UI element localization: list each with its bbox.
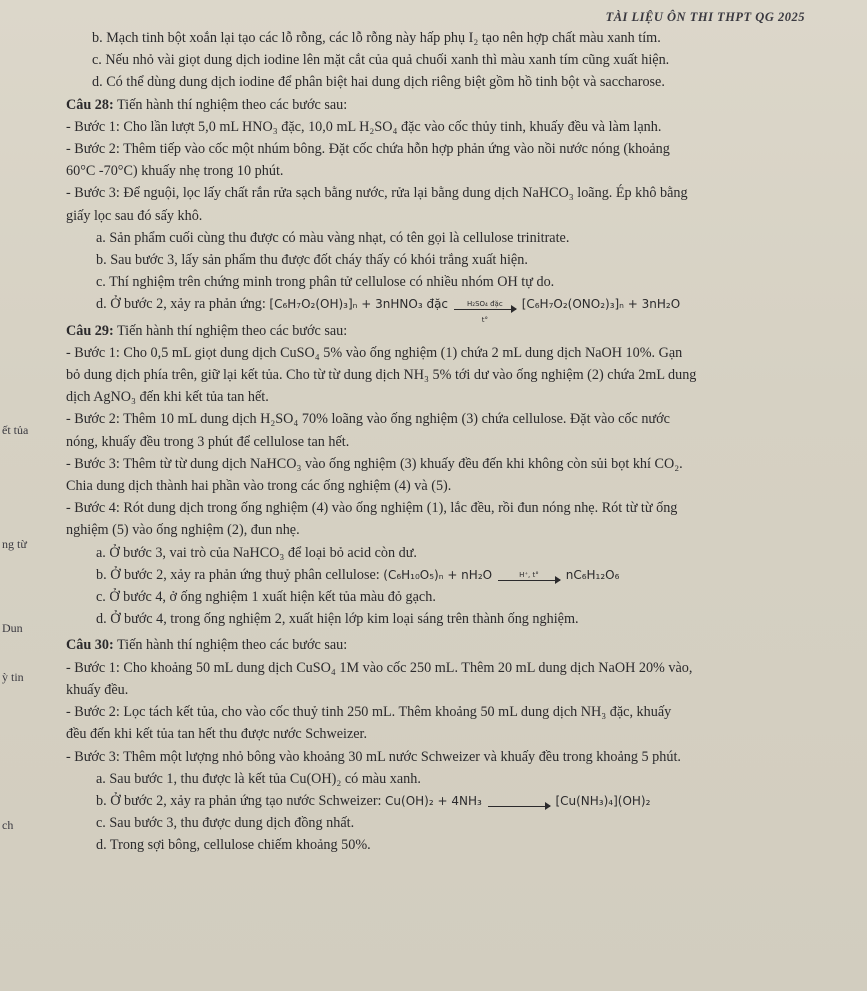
q28-option-b: b. Sau bước 3, lấy sản phẩm thu được đốt cháy thấy có khói trắng xuất hiện.: [96, 252, 528, 269]
reaction-arrow-icon: [488, 796, 550, 807]
q30-option-c: c. Sau bước 3, thu được dung dịch đồng nhất.: [96, 815, 355, 832]
q30-step2-line1: - Bước 2: Lọc tách kết tủa, cho vào cốc thuỷ tinh 250 mL. Thêm khoảng 50 mL dung dịch NH₃ đặc, khuấy: [66, 704, 672, 721]
q30-option-d: d. Trong sợi bông, cellulose chiếm khoảng 50%.: [96, 837, 371, 854]
q29-step1-line2: bỏ dung dịch phía trên, giữ lại kết tủa. Cho từ từ dung dịch NH₃ 5% tới dư vào ống nghiệm (2) chứa 2mL dung: [66, 367, 697, 384]
q28-step3-line2: giấy lọc sau đó sấy khô.: [66, 207, 203, 224]
q29-step2-line1: - Bước 2: Thêm 10 mL dung dịch H₂SO₄ 70% loãng vào ống nghiệm (3) chứa cellulose. Đặt vào cốc nước: [66, 411, 670, 428]
q29-option-b-text: b. Ở bước 2, xảy ra phản ứng thuỷ phân cellulose:: [96, 566, 380, 583]
q28-step2-line2: 60°C -70°C) khuấy nhẹ trong 10 phút.: [66, 163, 284, 180]
equation-lhs: (C₆H₁₀O₅)ₙ + nH₂O: [383, 567, 493, 582]
q28-heading: [36, 94, 843, 116]
q29-step4-line1: - Bước 4: Rót dung dịch trong ống nghiệm (4) vào ống nghiệm (1), lắc đều, rồi đun nóng nhẹ. Rót từ từ ống: [66, 500, 678, 517]
margin-note: ch: [2, 818, 14, 832]
q30-title: Câu 30:: [66, 637, 114, 654]
q29-title: Câu 29:: [66, 322, 114, 339]
q29-heading: [36, 320, 843, 342]
q28-option-c: c. Thí nghiệm trên chứng minh trong phân tử cellulose có nhiều nhóm OH tự do.: [96, 274, 555, 291]
q30-step1-line1: - Bước 1: Cho khoảng 50 mL dung dịch CuSO₄ 1M vào cốc 250 mL. Thêm 20 mL dung dịch NaOH 20% vào,: [66, 659, 693, 676]
q29-step1-line3: dịch AgNO₃ đến khi kết tủa tan hết.: [66, 389, 269, 406]
q29-step4-line2: nghiệm (5) vào ống nghiệm (2), đun nhẹ.: [66, 522, 300, 539]
reaction-arrow-icon: [498, 570, 560, 581]
q28-step3-line1: - Bước 3: Để nguội, lọc lấy chất rắn rửa sạch bằng nước, rửa lại bằng dung dịch NaHCO₃ loãng. Ép khô bằng: [66, 185, 688, 202]
reaction-condition: t°: [481, 316, 488, 325]
equation-rhs: [C₆H₇O₂(ONO₂)₃]ₙ + 3nH₂O: [521, 297, 681, 312]
q28-option-d-text: d. Ở bước 2, xảy ra phản ứng:: [96, 296, 266, 313]
q29-intro: Tiến hành thí nghiệm theo các bước sau:: [117, 322, 348, 339]
margin-note: ng từ: [2, 537, 27, 551]
q29-option-d: d. Ở bước 4, trong ống nghiệm 2, xuất hiện lớp kim loại sáng trên thành ống nghiệm.: [96, 611, 579, 628]
q30-option-b: [36, 790, 843, 812]
q30-step1-line2: khuấy đều.: [66, 681, 129, 698]
q30-step3: - Bước 3: Thêm một lượng nhỏ bông vào khoảng 30 mL nước Schweizer và khuấy đều trong khoảng 5 phút.: [66, 748, 681, 765]
q28-step1: - Bước 1: Cho lần lượt 5,0 mL HNO₃ đặc, 10,0 mL H₂SO₄ đặc vào cốc thủy tinh, khuấy đều và làm lạnh.: [66, 118, 662, 135]
q28-intro: Tiến hành thí nghiệm theo các bước sau:: [117, 96, 348, 113]
q30-option-b-text: b. Ở bước 2, xảy ra phản ứng tạo nước Schweizer:: [96, 792, 382, 809]
margin-note: ỳ tin: [2, 670, 24, 684]
equation-rhs: [Cu(NH₃)₄](OH)₂: [555, 793, 651, 808]
q30-option-a: a. Sau bước 1, thu được là kết tủa Cu(OH)₂ có màu xanh.: [96, 770, 421, 787]
q28-option-d: [36, 293, 843, 325]
q30-step2-line2: đều đến khi kết tủa tan hết thu được nước Schweizer.: [66, 726, 368, 743]
q28-title: Câu 28:: [66, 96, 114, 113]
q29-step3-line2: Chia dung dịch thành hai phần vào trong các ống nghiệm (4) và (5).: [66, 478, 452, 495]
q30-heading: [36, 634, 843, 656]
reaction-condition: H⁺, t°: [519, 570, 539, 579]
page-header: TÀI LIỆU ÔN THI THPT QG 2025: [605, 10, 805, 24]
q29-step1-line1: - Bước 1: Cho 0,5 mL giọt dung dịch CuSO₄ 5% vào ống nghiệm (1) chứa 2 mL dung dịch NaOH 10%. Gạn: [66, 344, 683, 361]
q27-option-d: d. Có thể dùng dung dịch iodine để phân biệt hai dung dịch riêng biệt gồm hồ tinh bột và saccharose.: [92, 74, 665, 91]
margin-note: Dun: [2, 621, 23, 635]
q27-option-b: b. Mạch tinh bột xoắn lại tạo các lỗ rỗng, các lỗ rỗng này hấp phụ I₂ tạo nên hợp chất màu xanh tím.: [92, 30, 661, 46]
q29-option-a: a. Ở bước 3, vai trò của NaHCO₃ để loại bỏ acid còn dư.: [96, 544, 417, 561]
margin-note: ết tủa: [2, 423, 29, 437]
reaction-condition: H₂SO₄ đặc: [467, 300, 503, 309]
q29-step2-line2: nóng, khuấy đều trong 3 phút để cellulose tan hết.: [66, 433, 350, 450]
reaction-arrow-icon: [454, 299, 516, 325]
q29-option-b: [36, 564, 843, 586]
q29-option-c: c. Ở bước 4, ở ống nghiệm 1 xuất hiện kết tủa màu đỏ gạch.: [96, 589, 436, 606]
equation-rhs: nC₆H₁₂O₆: [565, 567, 620, 582]
q28-equation: [269, 297, 681, 325]
q28-step2-line1: - Bước 2: Thêm tiếp vào cốc một nhúm bông. Đặt cốc chứa hỗn hợp phản ứng vào nồi nước nóng (khoảng: [66, 141, 670, 158]
q28-option-a: a. Sản phẩm cuối cùng thu được có màu vàng nhạt, có tên gọi là cellulose trinitrate.: [96, 229, 570, 246]
q29-step3-line1: - Bước 3: Thêm từ từ dung dịch NaHCO₃ vào ống nghiệm (3) khuấy đều đến khi không còn sủi bọt khí CO₂.: [66, 455, 683, 472]
q30-intro: Tiến hành thí nghiệm theo các bước sau:: [117, 637, 348, 654]
q27-option-c: c. Nếu nhỏ vài giọt dung dịch iodine lên mặt cắt của quả chuối xanh thì màu xanh tím cũng xuất hiện.: [92, 52, 670, 69]
equation-lhs: [C₆H₇O₂(OH)₃]ₙ + 3nHNO₃ đặc: [269, 297, 449, 312]
q29-equation: [383, 568, 619, 582]
q30-equation: [385, 794, 650, 808]
equation-lhs: Cu(OH)₂ + 4NH₃: [385, 793, 482, 808]
